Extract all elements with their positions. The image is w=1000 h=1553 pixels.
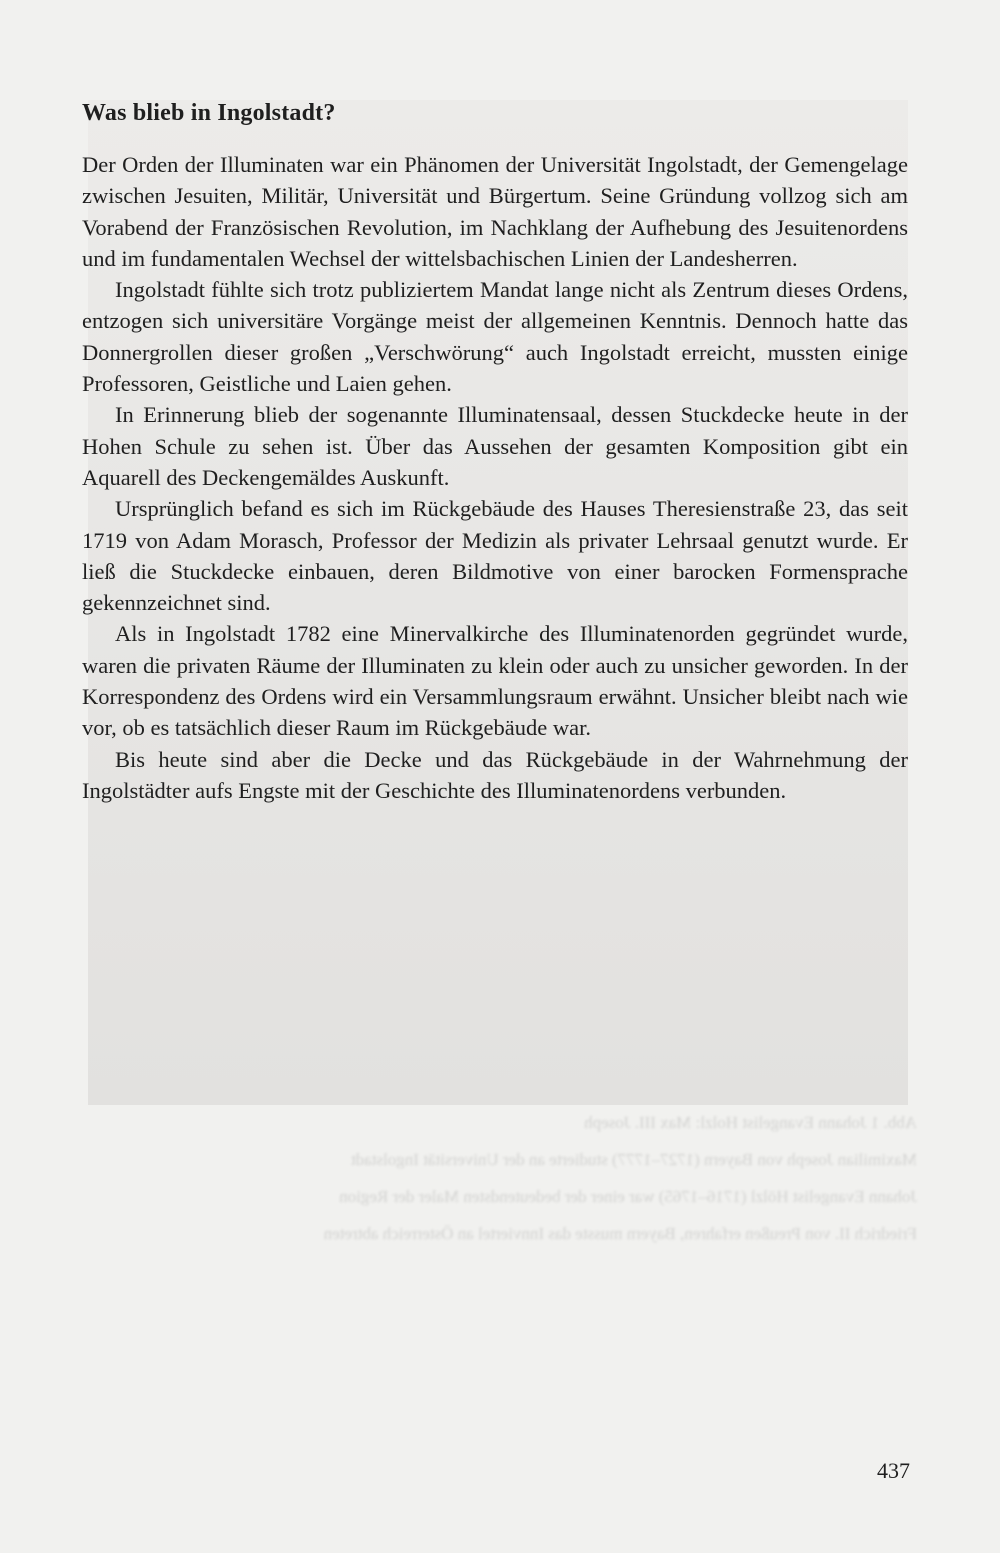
page-body	[82, 97, 908, 806]
paragraph-6: Bis heute sind aber die Decke und das Rückgebäude in der Wahrnehmung der Ingolstädter aufs Engste mit der Geschichte des Illuminatenordens verbunden.	[82, 746, 908, 803]
paragraph-5: Als in Ingolstadt 1782 eine Minervalkirche des Illuminatenorden gegründet wurde, waren die privaten Räume der Illuminaten zu klein oder auch zu unsicher geworden. In der Korrespondenz des Ordens wird ein Versammlungsraum erwähnt. Unsicher bleibt nach wie vor, ob es tatsächlich dieser Raum im Rückgebäude war.	[82, 621, 908, 741]
paragraph-1: Der Orden der Illuminaten war ein Phänomen der Universität Ingolstadt, der Gemengelage zwischen Jesuiten, Militär, Universität und Bürgertum. Seine Gründung vollzog sich am Vorabend der Französischen Revolution, im Nachklang der Aufhebung des Jesuitenordens und im fundamentalen Wechsel der wittelsbachischen Linien der Landesherren.	[82, 152, 908, 271]
paragraph-2: Ingolstadt fühlte sich trotz publiziertem Mandat lange nicht als Zentrum dieses Ordens, entzogen sich universitäre Vorgänge meist der allgemeinen Kenntnis. Dennoch hatte das Donnergrollen dieser großen „Verschwörung“ auch Ingolstadt erreicht, mussten einige Professoren, Geistliche und Laien gehen.	[82, 277, 908, 397]
paragraph-3: In Erinnerung blieb der sogenannte Illuminatensaal, dessen Stuckdecke heute in der Hohen Schule zu sehen ist. Über das Aussehen der gesamten Komposition gibt ein Aquarell des Deckengemäldes Auskunft.	[82, 402, 908, 490]
bleed-line: Maximilian Joseph von Bayern (1727–1777) studierte an der Universität Ingolstadt	[350, 1150, 917, 1169]
bleed-line: Friedrich II. von Preußen erfahren, Bayern musste das Innviertel an Österreich abtreten	[323, 1224, 917, 1243]
paragraph-4: Ursprünglich befand es sich im Rückgebäude des Hauses Theresienstraße 23, das seit 1719 von Adam Morasch, Professor der Medizin als privater Lehrsaal genutzt wurde. Er ließ die Stuckdecke einbauen, deren Bildmotive von einer barocken Formensprache gekennzeichnet sind.	[82, 496, 908, 616]
page-number: 437	[877, 1458, 910, 1483]
bleed-line: Johann Evangelist Hölzl (1716–1765) war einer der bedeutendsten Maler der Region	[339, 1187, 917, 1206]
bleed-through-text	[105, 1110, 917, 1410]
bleed-line: Abb. 1 Johann Evangelist Holzl: Max III. Joseph	[584, 1113, 917, 1132]
section-heading: Was blieb in Ingolstadt?	[82, 100, 336, 126]
